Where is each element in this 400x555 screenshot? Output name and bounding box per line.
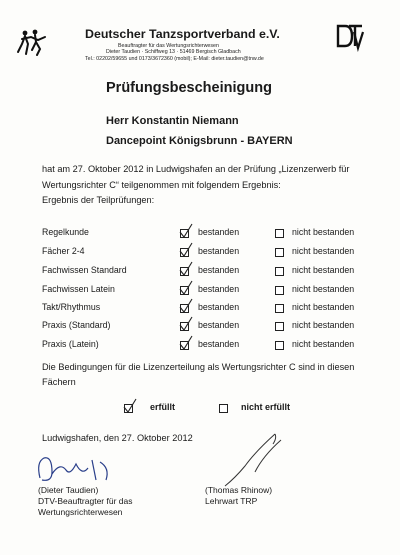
failed-checkbox — [275, 229, 284, 238]
failed-checkbox — [275, 322, 284, 331]
subject-label: Fächer 2-4 — [42, 246, 85, 256]
recipient-club: Dancepoint Königsbrunn - BAYERN — [106, 135, 293, 147]
signature-taudien — [30, 450, 140, 490]
right-signatory-role: Lehrwart TRP — [205, 496, 258, 506]
passed-checkbox — [180, 229, 189, 238]
passed-label: bestanden — [198, 339, 240, 349]
passed-label: bestanden — [198, 302, 240, 312]
dtv-logo — [335, 22, 365, 52]
result-row — [42, 284, 372, 300]
left-signatory-name: (Dieter Taudien) — [38, 485, 99, 495]
left-signatory-role-2: Wertungsrichterwesen — [38, 507, 123, 517]
recipient-name: Herr Konstantin Niemann — [106, 115, 239, 127]
failed-checkbox — [275, 248, 284, 257]
subject-label: Fachwissen Latein — [42, 284, 115, 294]
intro-line-2: Wertungsrichter C“ teilgenommen mit folgendem Ergebnis: — [42, 180, 281, 190]
header-line-1: Beauftragter für das Wertungsrichterwesen — [118, 43, 219, 49]
failed-label: nicht bestanden — [292, 246, 355, 256]
passed-checkbox — [180, 304, 189, 313]
passed-checkbox — [180, 267, 189, 276]
document-title: Prüfungsbescheinigung — [106, 80, 272, 96]
passed-checkbox — [180, 341, 189, 350]
conditions-line-2: Fächern — [42, 377, 76, 387]
result-row — [42, 320, 372, 336]
place-date: Ludwigshafen, den 27. Oktober 2012 — [42, 433, 193, 443]
header-line-2: Dieter Taudien · Schiffweg 13 · 51469 Bergisch Gladbach — [106, 49, 241, 55]
failed-label: nicht bestanden — [292, 302, 355, 312]
passed-checkbox — [180, 286, 189, 295]
not-fulfilled-label: nicht erfüllt — [241, 402, 290, 412]
passed-checkbox — [180, 322, 189, 331]
left-signatory-role-1: DTV-Beauftragter für das — [38, 496, 133, 506]
passed-label: bestanden — [198, 227, 240, 237]
result-row — [42, 227, 372, 243]
intro-line-1: hat am 27. Oktober 2012 in Ludwigshafen an der Prüfung „Lizenzerwerb für — [42, 164, 350, 174]
failed-label: nicht bestanden — [292, 320, 355, 330]
failed-checkbox — [275, 267, 284, 276]
subject-label: Praxis (Latein) — [42, 339, 99, 349]
right-signatory-name: (Thomas Rhinow) — [205, 485, 273, 495]
failed-checkbox — [275, 304, 284, 313]
passed-label: bestanden — [198, 320, 240, 330]
failed-label: nicht bestanden — [292, 227, 355, 237]
signature-rhinow — [215, 432, 295, 492]
fulfilled-checkbox — [124, 404, 133, 413]
failed-label: nicht bestanden — [292, 265, 355, 275]
organization-name: Deutscher Tanzsportverband e.V. — [85, 27, 280, 41]
header-line-3: Tel.: 02202/59655 und 0173/3672360 (mobil); E-Mail: dieter.taudien@tnw.de — [85, 56, 264, 62]
not-fulfilled-checkbox — [219, 404, 228, 413]
subject-label: Regelkunde — [42, 227, 89, 237]
passed-label: bestanden — [198, 246, 240, 256]
intro-line-3: Ergebnis der Teilprüfungen: — [42, 195, 155, 205]
passed-label: bestanden — [198, 284, 240, 294]
conditions-line-1: Die Bedingungen für die Lizenzerteilung als Wertungsrichter C sind in diesen — [42, 362, 355, 372]
dance-couple-logo — [16, 28, 48, 56]
result-row — [42, 302, 372, 318]
passed-checkbox — [180, 248, 189, 257]
subject-label: Fachwissen Standard — [42, 265, 127, 275]
failed-label: nicht bestanden — [292, 339, 355, 349]
failed-checkbox — [275, 341, 284, 350]
result-row — [42, 265, 372, 281]
result-row — [42, 339, 372, 355]
fulfilled-label: erfüllt — [150, 402, 176, 412]
result-row — [42, 246, 372, 262]
subject-label: Takt/Rhythmus — [42, 302, 101, 312]
subject-label: Praxis (Standard) — [42, 320, 111, 330]
passed-label: bestanden — [198, 265, 240, 275]
failed-checkbox — [275, 286, 284, 295]
failed-label: nicht bestanden — [292, 284, 355, 294]
